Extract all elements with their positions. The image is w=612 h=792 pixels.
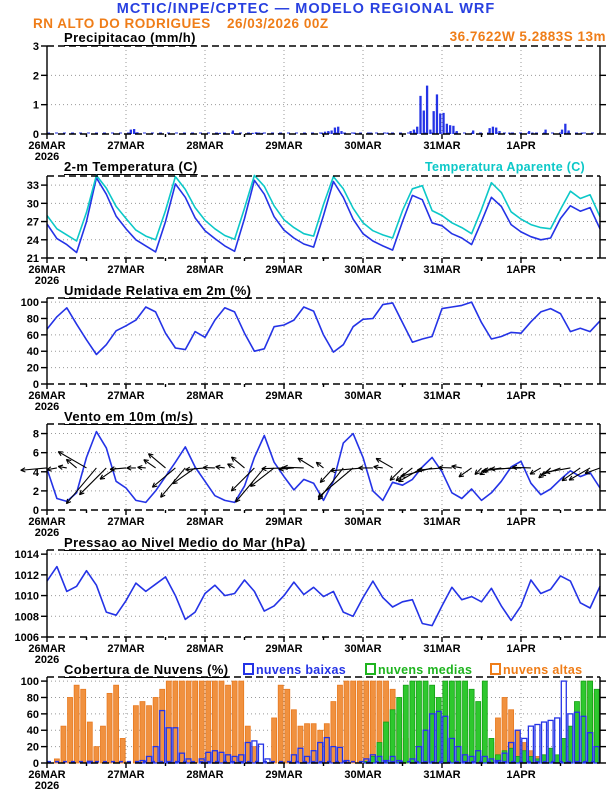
xtick-label: 30MAR [344, 140, 382, 152]
ytick-label: 60 [26, 708, 39, 721]
xtick-label: 26MAR [28, 643, 66, 655]
xtick-label: 28MAR [186, 140, 224, 152]
cloud-bars-nuvens-altas [54, 681, 599, 763]
ytick-label: 2 [32, 485, 39, 498]
xtick-label: 29MAR [265, 769, 303, 781]
xtick-label: 26MAR [28, 390, 66, 402]
xtick-label: 26MAR [28, 769, 66, 781]
panel-wind [21, 424, 606, 539]
ytick-label: 80 [26, 313, 39, 326]
xtick-label: 31MAR [423, 643, 461, 655]
panel-title-wind: Vento em 10m (m/s) [64, 409, 194, 424]
ytick-label: 20 [26, 362, 39, 375]
xtick-label: 1APR [506, 643, 536, 655]
ytick-label: 0 [32, 379, 39, 391]
panel-precip [28, 41, 606, 163]
xtick-label: 27MAR [107, 516, 145, 528]
xtick-label: 30MAR [344, 390, 382, 402]
xtick-label: 28MAR [186, 390, 224, 402]
xtick-label: 30MAR [344, 769, 382, 781]
ytick-label: 8 [32, 428, 39, 441]
xtick-label: 31MAR [423, 516, 461, 528]
legend-apparent-temperature: Temperatura Aparente (C) [424, 160, 585, 174]
xtick-label: 26MAR [28, 264, 66, 276]
xtick-label: 27MAR [107, 643, 145, 655]
ytick-label: 4 [32, 466, 39, 479]
station-name: RN ALTO DO RODRIGUES [33, 16, 211, 31]
xtick-year-label: 2026 [34, 401, 60, 413]
ytick-label: 1008 [14, 611, 39, 624]
xtick-label: 30MAR [344, 264, 382, 276]
ytick-label: 100 [20, 676, 39, 689]
wind-barbs [21, 452, 600, 504]
xtick-label: 28MAR [186, 264, 224, 276]
ytick-label: 0 [32, 505, 39, 517]
ytick-label: 1006 [14, 632, 39, 644]
panel-title-clouds: Cobertura de Nuvens (%) [64, 662, 229, 677]
ytick-label: 6 [32, 447, 39, 460]
ytick-label: 0 [32, 758, 39, 770]
high-clouds-legend-label: nuvens altas [503, 663, 583, 677]
ytick-label: 40 [26, 725, 39, 738]
xtick-label: 1APR [506, 140, 536, 152]
xtick-label: 28MAR [186, 516, 224, 528]
ytick-label: 0 [32, 129, 39, 141]
ytick-label: 27 [26, 216, 39, 229]
panel-title-temperature: 2-m Temperatura (C) [64, 159, 198, 174]
mid-clouds-legend-label: nuvens medias [378, 663, 473, 677]
xtick-year-label: 2026 [34, 275, 60, 287]
xtick-label: 31MAR [423, 769, 461, 781]
ytick-label: 1012 [14, 569, 39, 582]
ytick-label: 30 [26, 198, 39, 211]
xtick-label: 27MAR [107, 769, 145, 781]
page-title: MCTIC/INPE/CPTEC — MODELO REGIONAL WRF [116, 1, 496, 17]
xtick-year-label: 2026 [34, 780, 60, 792]
xtick-label: 31MAR [423, 264, 461, 276]
xtick-label: 1APR [506, 516, 536, 528]
ytick-label: 1 [32, 99, 39, 112]
station-coordinates: 36.7622W 5.2883S 13m [449, 29, 606, 44]
xtick-label: 26MAR [28, 140, 66, 152]
xtick-label: 28MAR [186, 769, 224, 781]
series-umidade-relativa-em-2m- [47, 302, 600, 354]
xtick-label: 28MAR [186, 643, 224, 655]
ytick-label: 40 [26, 346, 39, 359]
xtick-label: 29MAR [265, 140, 303, 152]
panel-rh [21, 297, 606, 413]
xtick-year-label: 2026 [34, 151, 60, 163]
model-run-datetime: 26/03/2026 00Z [227, 16, 329, 31]
ytick-label: 3 [32, 41, 39, 53]
panel-title-precipitation: Precipitacao (mm/h) [64, 30, 196, 45]
xtick-label: 29MAR [265, 390, 303, 402]
precip-bars [130, 86, 583, 134]
panel-title-pressure: Pressao ao Nivel Medio do Mar (hPa) [64, 535, 306, 550]
ytick-label: 80 [26, 692, 39, 705]
panel-pressure [15, 549, 606, 666]
xtick-label: 27MAR [107, 264, 145, 276]
ytick-label: 24 [26, 234, 39, 247]
xtick-label: 1APR [506, 264, 536, 276]
panel-temp [27, 175, 606, 287]
cloud-bars-nuvens-medias [364, 681, 599, 763]
ytick-label: 100 [20, 297, 39, 310]
xtick-label: 27MAR [107, 140, 145, 152]
xtick-label: 1APR [506, 390, 536, 402]
xtick-label: 29MAR [265, 264, 303, 276]
series-2-m-temperatura-c- [47, 178, 600, 253]
xtick-year-label: 2026 [34, 527, 60, 539]
xtick-year-label: 2026 [34, 654, 60, 666]
xtick-label: 27MAR [107, 390, 145, 402]
ytick-label: 1014 [14, 549, 39, 562]
ytick-label: 20 [26, 741, 39, 754]
xtick-label: 31MAR [423, 390, 461, 402]
low-clouds-legend-label: nuvens baixas [256, 663, 347, 677]
xtick-label: 29MAR [265, 516, 303, 528]
ytick-label: 21 [26, 253, 39, 265]
ytick-label: 60 [26, 329, 39, 342]
xtick-label: 1APR [506, 769, 536, 781]
ytick-label: 1010 [14, 590, 39, 603]
panel-title-humidity: Umidade Relativa em 2m (%) [64, 283, 252, 298]
xtick-label: 26MAR [28, 516, 66, 528]
ytick-label: 33 [26, 180, 39, 193]
xtick-label: 30MAR [344, 643, 382, 655]
xtick-label: 31MAR [423, 140, 461, 152]
xtick-label: 29MAR [265, 643, 303, 655]
xtick-label: 30MAR [344, 516, 382, 528]
panel-clouds [21, 676, 606, 792]
ytick-label: 2 [32, 70, 39, 83]
